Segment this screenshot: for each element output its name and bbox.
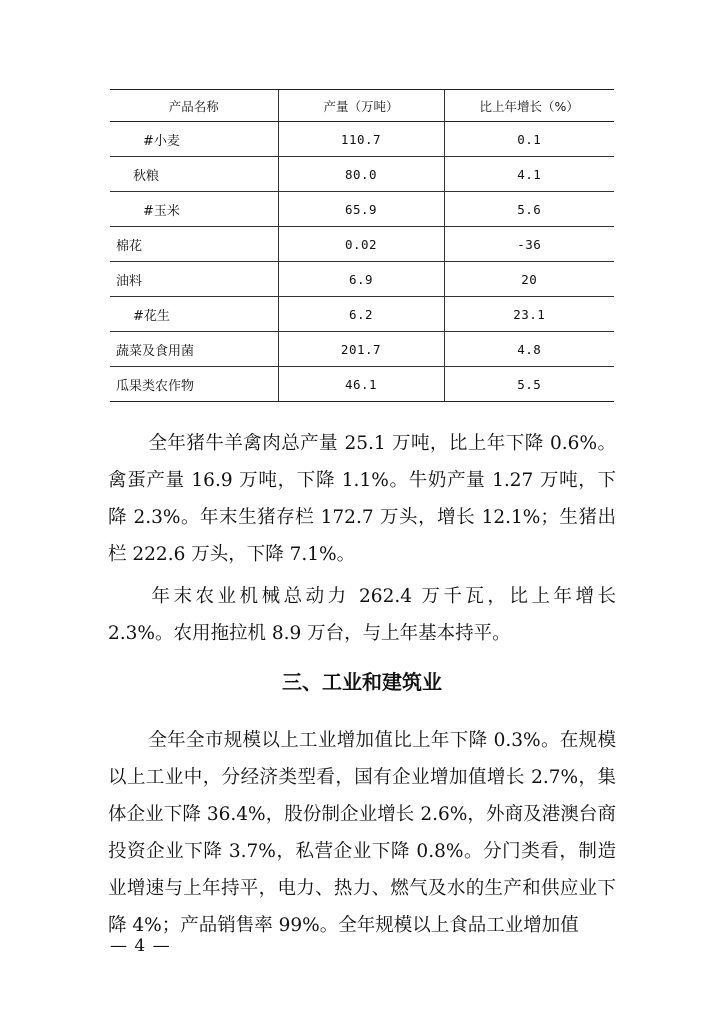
page-number: — 4 —	[110, 936, 171, 956]
growth-cell: 5.6	[444, 192, 614, 227]
agricultural-output-table	[110, 89, 614, 402]
output-cell: 80.0	[278, 157, 444, 192]
product-name-cell: 秋粮	[110, 157, 278, 192]
table-header-row	[110, 90, 614, 122]
table-row	[110, 227, 614, 262]
growth-cell: 4.8	[444, 332, 614, 367]
livestock-paragraph	[108, 425, 616, 573]
output-cell: 110.7	[278, 122, 444, 157]
product-name-cell: #花生	[110, 297, 278, 332]
growth-cell: -36	[444, 227, 614, 262]
growth-cell: 23.1	[444, 297, 614, 332]
growth-cell: 5.5	[444, 367, 614, 402]
growth-cell: 0.1	[444, 122, 614, 157]
section-heading: 三、工业和建筑业	[282, 670, 442, 694]
machinery-paragraph-text: 年末农业机械总动力 262.4 万千瓦，比上年增长 2.3%。农用拖拉机 8.9 万台，与上年基本持平。	[108, 586, 616, 644]
table-row	[110, 367, 614, 402]
table-row	[110, 157, 614, 192]
output-cell: 6.2	[278, 297, 444, 332]
machinery-paragraph	[108, 578, 616, 652]
output-cell: 201.7	[278, 332, 444, 367]
product-name-cell: 蔬菜及食用菌	[110, 332, 278, 367]
product-name-cell: #玉米	[110, 192, 278, 227]
table-row	[110, 122, 614, 157]
product-name-cell: #小麦	[110, 122, 278, 157]
table-row	[110, 262, 614, 297]
industry-paragraph-text: 全年全市规模以上工业增加值比上年下降 0.3%。在规模以上工业中，分经济类型看，国有企业增加值增长 2.7%，集体企业下降 36.4%，股份制企业增长 2.6%，外商及港澳台商投资企业下降 3.7%，私营企业下降 0.8%。分门类看，制造业增速与上年持平，电力、热力、燃气及水的生产和供应业下降 4%；产品销售率 99%。全年规模以上食品工业增加值	[108, 730, 616, 936]
growth-cell: 4.1	[444, 157, 614, 192]
table-row	[110, 192, 614, 227]
industry-paragraph	[108, 722, 616, 944]
table-body	[110, 122, 614, 402]
table-row	[110, 297, 614, 332]
product-name-cell: 瓜果类农作物	[110, 367, 278, 402]
product-name-cell: 棉花	[110, 227, 278, 262]
growth-cell: 20	[444, 262, 614, 297]
output-cell: 6.9	[278, 262, 444, 297]
output-cell: 46.1	[278, 367, 444, 402]
header-output: 产量（万吨）	[278, 90, 444, 122]
output-cell: 65.9	[278, 192, 444, 227]
product-name-cell: 油料	[110, 262, 278, 297]
table-row	[110, 332, 614, 367]
output-cell: 0.02	[278, 227, 444, 262]
header-product-name: 产品名称	[110, 90, 278, 122]
livestock-paragraph-text: 全年猪牛羊禽肉总产量 25.1 万吨，比上年下降 0.6%。禽蛋产量 16.9 万吨，下降 1.1%。牛奶产量 1.27 万吨，下降 2.3%。年末生猪存栏 172.7 万头，增长 12.1%；生猪出栏 222.6 万头，下降 7.1%。	[108, 433, 616, 565]
header-growth: 比上年增长（%）	[444, 90, 614, 122]
